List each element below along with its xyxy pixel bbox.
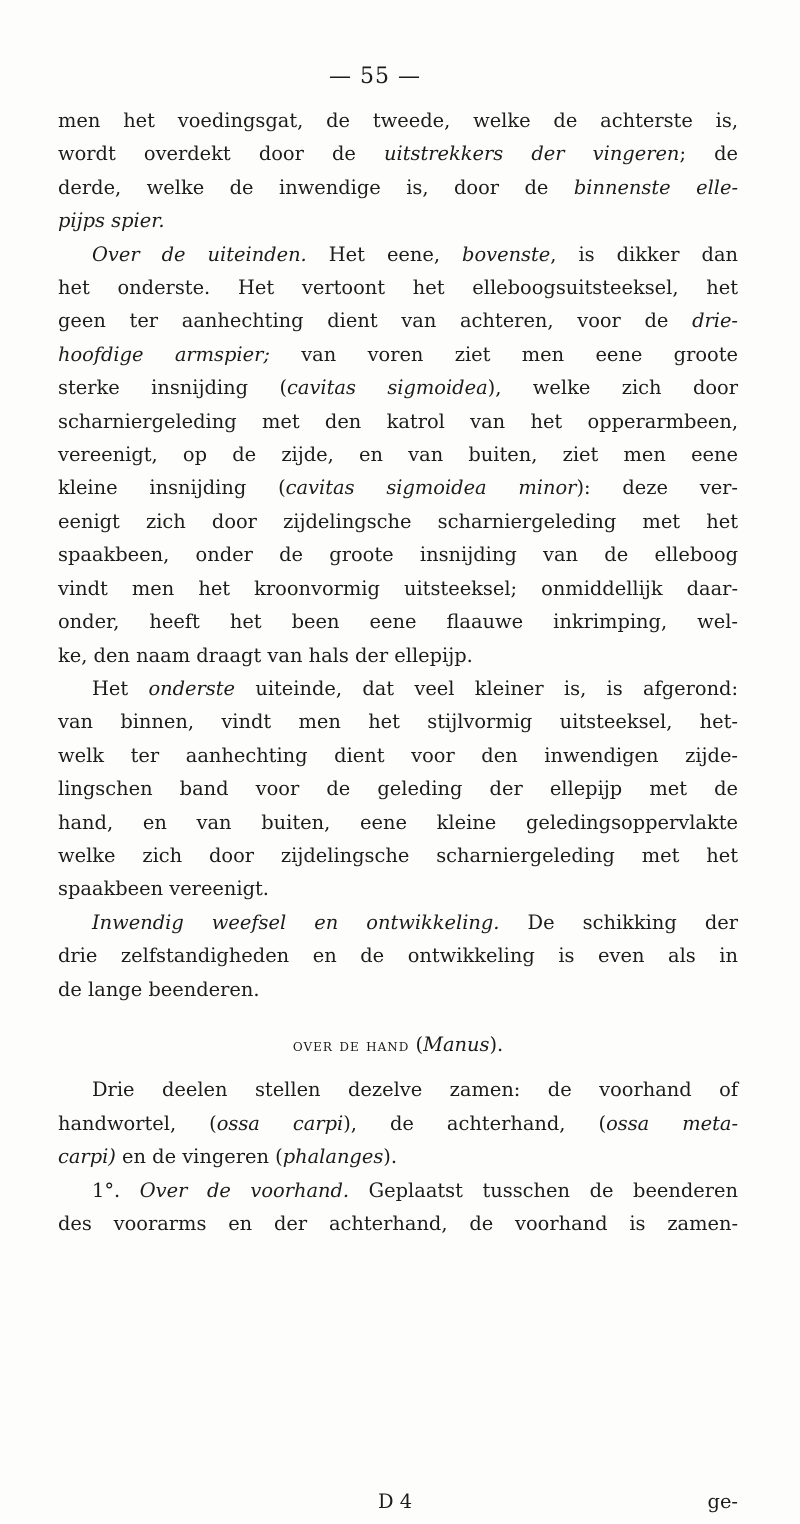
text-segment: van binnen, vindt men het stijlvormig uitsteeksel, het- bbox=[58, 710, 738, 734]
text-line bbox=[58, 505, 738, 538]
text-line bbox=[58, 605, 738, 638]
text-line bbox=[58, 1140, 738, 1173]
italic-segment: ossa carpi bbox=[216, 1111, 344, 1135]
text-line bbox=[58, 939, 738, 972]
text-segment: van voren ziet men eene groote bbox=[269, 342, 738, 366]
text-segment: Drie deelen stellen dezelve zamen: de voorhand of bbox=[92, 1078, 738, 1102]
text-segment: ), welke zich door bbox=[487, 376, 738, 400]
text-segment: ). bbox=[489, 1032, 504, 1056]
text-line bbox=[58, 973, 738, 1006]
text-segment: scharniergeleding met den katrol van het opperarmbeen, bbox=[58, 409, 738, 433]
italic-segment: cavitas sigmoidea bbox=[287, 376, 488, 400]
text-segment: men het voedingsgat, de tweede, welke de achterste is, bbox=[58, 109, 738, 132]
text-line bbox=[58, 572, 738, 605]
text-line bbox=[58, 872, 738, 905]
italic-segment: Manus bbox=[423, 1032, 490, 1056]
catchword: ge- bbox=[707, 1490, 738, 1513]
text-segment: vindt men het kroonvormig uitsteeksel; onmiddellijk daar- bbox=[58, 576, 738, 600]
text-segment: het onderste. Het vertoont het elleboogsuitsteeksel, het bbox=[58, 276, 738, 300]
text-line bbox=[58, 104, 738, 137]
text-line bbox=[58, 304, 738, 337]
italic-segment: pijps spier. bbox=[58, 209, 165, 233]
text-segment: welke zich door zijdelingsche scharniergeleding met het bbox=[58, 843, 738, 867]
text-line bbox=[58, 1207, 738, 1240]
text-segment: wordt overdekt door de bbox=[58, 142, 385, 166]
page-footer bbox=[58, 1490, 738, 1524]
text-segment: lingschen band voor de geleding der ellepijp met de bbox=[58, 777, 738, 801]
text-segment: sterke insnijding ( bbox=[58, 376, 288, 400]
text-line bbox=[58, 672, 738, 705]
text-segment: ), de achterhand, ( bbox=[343, 1111, 607, 1135]
page-number: — 55 — bbox=[329, 64, 421, 89]
text-segment: handwortel, ( bbox=[58, 1111, 217, 1135]
text-segment: 1°. bbox=[92, 1178, 140, 1202]
text-segment: , is dikker dan bbox=[550, 242, 738, 266]
italic-segment: ossa meta- bbox=[606, 1111, 738, 1135]
text-segment: ): deze ver- bbox=[576, 476, 738, 500]
text-line bbox=[58, 739, 738, 772]
italic-segment: bovenste bbox=[462, 242, 551, 266]
italic-segment: drie- bbox=[692, 309, 738, 333]
text-segment: ; de bbox=[679, 142, 739, 166]
text-line bbox=[58, 772, 738, 805]
text-line bbox=[58, 171, 738, 204]
text-segment: derde, welke de inwendige is, door de bbox=[58, 175, 574, 199]
text-line bbox=[58, 438, 738, 471]
text-line bbox=[58, 1174, 738, 1207]
text-segment: De schikking der bbox=[499, 910, 738, 934]
italic-segment: Inwendig weefsel en ontwikkeling. bbox=[92, 910, 500, 934]
italic-segment: onderste bbox=[148, 676, 236, 700]
text-segment: uiteinde, dat veel kleiner is, is afgerond: bbox=[235, 676, 738, 700]
text-segment: Het bbox=[92, 676, 149, 700]
italic-segment: cavitas sigmoidea minor bbox=[285, 476, 577, 500]
text-segment: kleine insnijding ( bbox=[58, 476, 286, 500]
italic-segment: hoofdige armspier; bbox=[58, 342, 270, 366]
text-line bbox=[58, 204, 738, 237]
text-segment: en de vingeren ( bbox=[115, 1145, 283, 1169]
text-segment: over de hand bbox=[292, 1035, 410, 1056]
text-line bbox=[58, 371, 738, 404]
text-line bbox=[58, 471, 738, 504]
text-segment: spaakbeen, onder de groote insnijding van de elleboog bbox=[58, 543, 738, 567]
text-line bbox=[58, 271, 738, 304]
text-line bbox=[58, 1073, 738, 1106]
signature-mark: D 4 bbox=[378, 1490, 413, 1513]
text-segment: ). bbox=[383, 1145, 398, 1169]
text-line bbox=[58, 806, 738, 839]
text-line bbox=[58, 405, 738, 438]
text-line bbox=[58, 1107, 738, 1140]
text-line bbox=[58, 538, 738, 571]
text-segment: ke, den naam draagt van hals der ellepijp. bbox=[58, 643, 473, 667]
body-text bbox=[58, 104, 738, 1240]
italic-segment: Over de uiteinden. bbox=[92, 242, 307, 266]
text-line bbox=[58, 639, 738, 672]
text-segment: hand, en van buiten, eene kleine geledingsoppervlakte bbox=[58, 810, 738, 834]
text-segment: welk ter aanhechting dient voor den inwendigen zijde- bbox=[58, 743, 738, 767]
italic-segment: uitstrekkers der vingeren bbox=[384, 142, 680, 166]
text-segment: geen ter aanhechting dient van achteren, voor de bbox=[58, 309, 693, 333]
text-segment: de lange beenderen. bbox=[58, 977, 260, 1001]
text-segment: vereenigt, op de zijde, en van buiten, ziet men eene bbox=[58, 443, 738, 467]
text-segment: spaakbeen vereenigt. bbox=[58, 877, 269, 901]
text-segment: drie zelfstandigheden en de ontwikkeling is even als in bbox=[58, 944, 738, 968]
text-line bbox=[58, 338, 738, 371]
section-heading bbox=[58, 1028, 738, 1063]
text-segment: Het eene, bbox=[306, 242, 463, 266]
text-segment: ( bbox=[409, 1032, 424, 1056]
italic-segment: Over de voorhand. bbox=[139, 1178, 350, 1202]
text-segment: des voorarms en der achterhand, de voorhand is zamen- bbox=[58, 1212, 738, 1235]
text-line bbox=[58, 137, 738, 170]
text-line bbox=[58, 705, 738, 738]
italic-segment: binnenste elle- bbox=[573, 175, 739, 199]
text-line bbox=[58, 906, 738, 939]
italic-segment: phalanges bbox=[282, 1145, 384, 1169]
text-line bbox=[58, 839, 738, 872]
text-segment: Geplaatst tusschen de beenderen bbox=[349, 1178, 738, 1202]
text-line bbox=[58, 238, 738, 271]
text-segment: onder, heeft het been eene flaauwe inkrimping, wel- bbox=[58, 610, 738, 634]
text-segment: eenigt zich door zijdelingsche scharniergeleding met het bbox=[58, 509, 738, 533]
italic-segment: carpi) bbox=[58, 1145, 116, 1169]
